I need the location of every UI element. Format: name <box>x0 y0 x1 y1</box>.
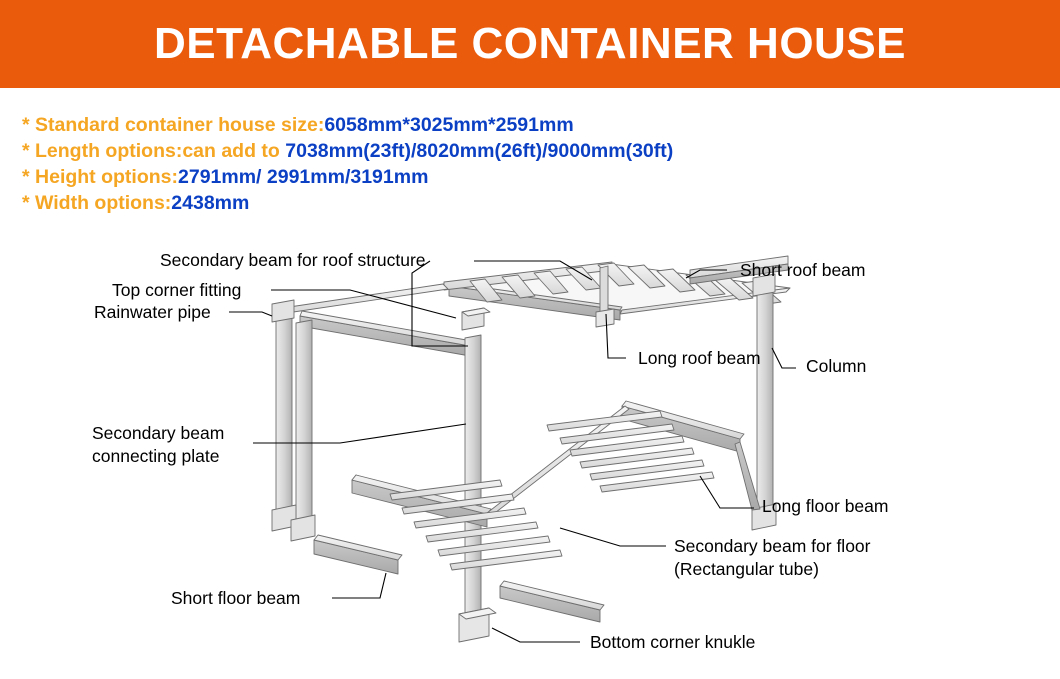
callout-long-floor-beam: Long floor beam <box>762 496 889 516</box>
callout-secondary-beam-connecting-plate-line2: connecting plate <box>92 446 220 466</box>
spec-label: Length options:can add to <box>35 140 286 162</box>
spec-label: Height options: <box>35 166 178 188</box>
callout-short-floor-beam: Short floor beam <box>171 588 301 608</box>
spec-value: 6058mm*3025mm*2591mm <box>324 114 574 136</box>
spec-row <box>22 190 1032 216</box>
spec-row <box>22 164 1032 190</box>
spec-value: 2791mm/ 2991mm/3191mm <box>178 166 429 188</box>
spec-value: 2438mm <box>171 192 250 214</box>
callout-long-roof-beam: Long roof beam <box>638 348 761 368</box>
spec-bullet: * <box>22 114 30 136</box>
header-bar <box>0 0 1060 88</box>
callout-secondary-beam-for-floor-line2: (Rectangular tube) <box>674 559 819 579</box>
callout-column: Column <box>806 356 867 376</box>
callout-rainwater-pipe: Rainwater pipe <box>94 302 211 322</box>
spec-value: 7038mm(23ft)/8020mm(26ft)/9000mm(30ft) <box>285 140 674 162</box>
page-title: DETACHABLE CONTAINER HOUSE <box>153 19 907 68</box>
container-frame-diagram <box>0 228 1060 679</box>
spec-label: Standard container house size: <box>35 114 325 136</box>
callout-bottom-corner-knukle: Bottom corner knukle <box>590 632 756 652</box>
callout-top-corner-fitting: Top corner fitting <box>112 280 242 300</box>
spec-bullet: * <box>22 192 30 214</box>
callout-short-roof-beam: Short roof beam <box>740 260 866 280</box>
callout-secondary-beam-for-roof-structure: Secondary beam for roof structure <box>160 250 426 270</box>
spec-label: Width options: <box>35 192 172 214</box>
specification-list <box>22 112 1032 216</box>
spec-bullet: * <box>22 166 30 188</box>
spec-row <box>22 112 1032 138</box>
spec-row <box>22 138 1032 164</box>
callout-secondary-beam-for-floor-line1: Secondary beam for floor <box>674 536 871 556</box>
callout-secondary-beam-connecting-plate-line1: Secondary beam <box>92 423 225 443</box>
spec-bullet: * <box>22 140 30 162</box>
